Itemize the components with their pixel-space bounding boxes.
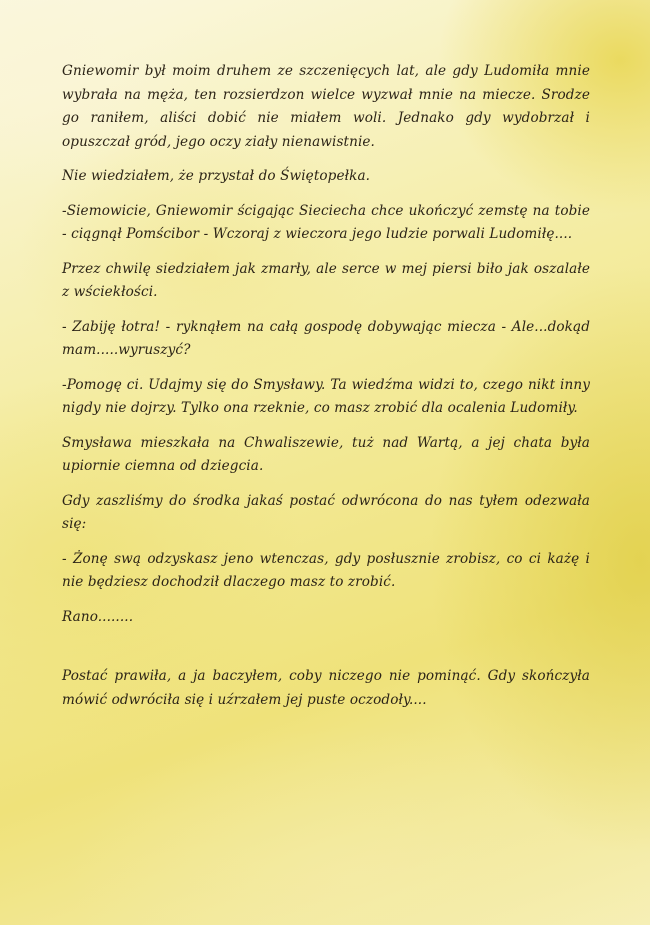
paragraph-3: -Siemowicie, Gniewomir ścigając Sieciecha chce ukończyć zemstę na tobie - ciągnął Pomścibor - Wczoraj z wieczora jego ludzie porwali Ludomiłę....: [62, 202, 590, 242]
paragraph-11: Postać prawiła, a ja baczyłem, coby niczego nie pominąć. Gdy skończyła mówić odwróciła się i uźrzałem jej puste oczodoły....: [62, 668, 590, 708]
paragraph-5: - Zabiję łotra! - ryknąłem na całą gospodę dobywając miecza - Ale...dokąd mam.....wyruszyć?: [62, 318, 590, 358]
story-text: [62, 60, 590, 723]
paragraph-8: Gdy zaszliśmy do środka jakaś postać odwrócona do nas tyłem odezwała się:: [62, 492, 590, 532]
paragraph-7: Smysława mieszkała na Chwaliszewie, tuż nad Wartą, a jej chata była upiornie ciemna od dziegcia.: [62, 434, 590, 474]
paragraph-2: Nie wiedziałem, że przystał do Świętopełka.: [62, 168, 371, 184]
paragraph-6: -Pomogę ci. Udajmy się do Smysławy. Ta wiedźma widzi to, czego nikt inny nigdy nie dojrzy. Tylko ona rzeknie, co masz zrobić dla ocalenia Ludomiły.: [62, 376, 590, 416]
paragraph-10: Rano........: [62, 608, 134, 625]
paragraph-1: Gniewomir był moim druhem ze szczenięcych lat, ale gdy Ludomiła mnie wybrała na męża, ten rozsierdzon wielce wyzwał mnie na miecze. Srodze go raniłem, aliści dobić nie miałem woli. Jednako gdy wydobrzał i opuszczał gród, jego oczy ziały nienawistnie.: [62, 63, 590, 150]
paragraph-4: Przez chwilę siedziałem jak zmarły, ale serce w mej piersi biło jak oszalałe z wściekłości.: [62, 260, 590, 300]
paragraph-9: - Żonę swą odzyskasz jeno wtenczas, gdy posłusznie zrobisz, co ci każę i nie będziesz dochodził dlaczego masz to zrobić.: [62, 550, 590, 590]
